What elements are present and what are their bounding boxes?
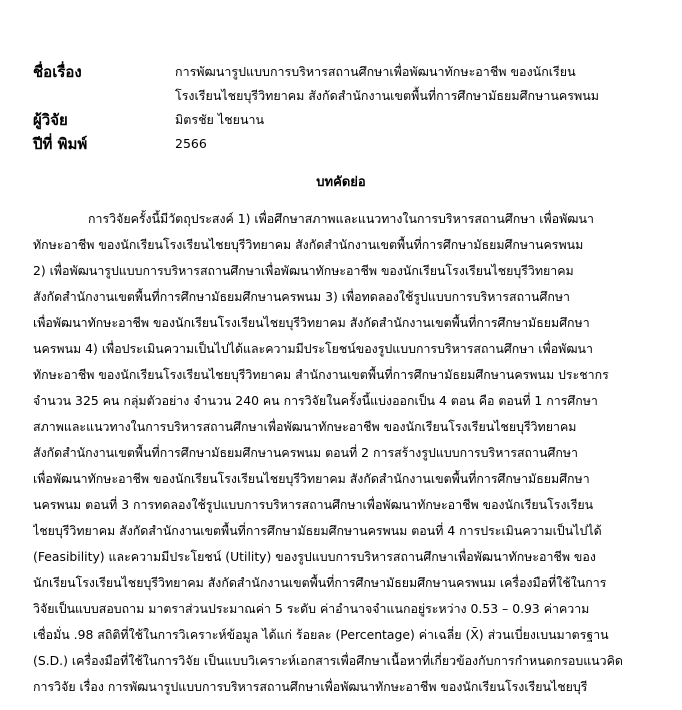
abstract-line: จำนวน 325 คน กลุ่มตัวอย่าง จำนวน 240 คน การวิจัยในครั้งนี้แบ่งออกเป็น 4 ตอน คือ ตอนที่ 1 การศึกษา xyxy=(33,393,598,408)
abstract-line: เชื่อมั่น .98 สถิติที่ใช้ในการวิเคราะห์ข้อมูล ได้แก่ ร้อยละ (Percentage) ค่าเฉลี่ย (X̄) ส่วนเบี่ยงเบนมาตรฐาน xyxy=(33,627,609,642)
abstract-heading: บทคัดย่อ xyxy=(316,175,366,190)
year-label: ปีที่ พิมพ์ xyxy=(33,135,88,153)
abstract-line: วิจัยเป็นแบบสอบถาม มาตราส่วนประมาณค่า 5 ระดับ ค่าอำนาจจำแนกอยู่ระหว่าง 0.53 – 0.93 ค่าความ xyxy=(33,601,590,616)
abstract-line: ทักษะอาชีพ ของนักเรียนโรงเรียนไชยบุรีวิทยาคม สำนักงานเขตพื้นที่การศึกษามัธยมศึกษานครพนม ประชากร xyxy=(33,367,609,382)
abstract-body xyxy=(33,206,623,700)
title-line-1: การพัฒนารูปแบบการบริหารสถานศึกษาเพื่อพัฒนาทักษะอาชีพ ของนักเรียน xyxy=(175,64,576,79)
abstract-line: การวิจัย เรื่อง การพัฒนารูปแบบการบริหารสถานศึกษาเพื่อพัฒนาทักษะอาชีพ ของนักเรียนโรงเรียนไชยบุรี xyxy=(33,679,588,694)
abstract-line: ไชยบุรีวิทยาคม สังกัดสำนักงานเขตพื้นที่การศึกษามัธยมศึกษานครพนม ตอนที่ 4 การประเมินความเป็นไปได้ xyxy=(33,523,602,538)
abstract-line: นครพนม ตอนที่ 3 การทดลองใช้รูปแบบการบริหารสถานศึกษาเพื่อพัฒนาทักษะอาชีพ ของนักเรียนโรงเรียน xyxy=(33,497,594,512)
researcher-label: ผู้วิจัย xyxy=(33,111,68,129)
abstract-line: 2) เพื่อพัฒนารูปแบบการบริหารสถานศึกษาเพื่อพัฒนาทักษะอาชีพ ของนักเรียนโรงเรียนไชยบุรีวิทยาคม xyxy=(33,263,574,278)
publication-year: 2566 xyxy=(175,136,207,151)
abstract-line: (S.D.) เครื่องมือที่ใช้ในการวิจัย เป็นแบบวิเคราะห์เอกสารเพื่อศึกษาเนื้อหาที่เกี่ยวข้องกับการกำหนดกรอบแนวคิด xyxy=(33,653,623,668)
abstract-line: (Feasibility) และความมีประโยชน์ (Utility) ของรูปแบบการบริหารสถานศึกษาเพื่อพัฒนาทักษะอาชีพ ของ xyxy=(33,549,596,564)
abstract-line: การวิจัยครั้งนี้มีวัตถุประสงค์ 1) เพื่อศึกษาสภาพและแนวทางในการบริหารสถานศึกษา เพื่อพัฒนา xyxy=(88,211,594,226)
abstract-line: เพื่อพัฒนาทักษะอาชีพ ของนักเรียนโรงเรียนไชยบุรีวิทยาคม สังกัดสำนักงานเขตพื้นที่การศึกษามัธยมศึกษา xyxy=(33,315,590,330)
abstract-line: สภาพและแนวทางในการบริหารสถานศึกษาเพื่อพัฒนาทักษะอาชีพ ของนักเรียนโรงเรียนไชยบุรีวิทยาคม xyxy=(33,419,577,434)
abstract-line: สังกัดสำนักงานเขตพื้นที่การศึกษามัธยมศึกษานครพนม 3) เพื่อทดลองใช้รูปแบบการบริหารสถานศึกษา xyxy=(33,289,571,304)
title-line-2: โรงเรียนไชยบุรีวิทยาคม สังกัดสำนักงานเขตพื้นที่การศึกษามัธยมศึกษานครพนม xyxy=(175,88,600,103)
abstract-line: นักเรียนโรงเรียนไชยบุรีวิทยาคม สังกัดสำนักงานเขตพื้นที่การศึกษามัธยมศึกษานครพนม เครื่องมือที่ใช้ในการ xyxy=(33,575,607,590)
abstract-line: ทักษะอาชีพ ของนักเรียนโรงเรียนไชยบุรีวิทยาคม สังกัดสำนักงานเขตพื้นที่การศึกษามัธยมศึกษานครพนม xyxy=(33,237,584,252)
abstract-line: นครพนม 4) เพื่อประเมินความเป็นไปได้และความมีประโยชน์ของรูปแบบการบริหารสถานศึกษา เพื่อพัฒนา xyxy=(33,341,593,356)
abstract-line: สังกัดสำนักงานเขตพื้นที่การศึกษามัธยมศึกษานครพนม ตอนที่ 2 การสร้างรูปแบบการบริหารสถานศึกษา xyxy=(33,445,578,460)
abstract-line: เพื่อพัฒนาทักษะอาชีพ ของนักเรียนโรงเรียนไชยบุรีวิทยาคม สังกัดสำนักงานเขตพื้นที่การศึกษามัธยมศึกษา xyxy=(33,471,590,486)
title-label: ชื่อเรื่อง xyxy=(33,63,82,81)
researcher-name: มิตรชัย ไชยนาน xyxy=(175,112,265,127)
